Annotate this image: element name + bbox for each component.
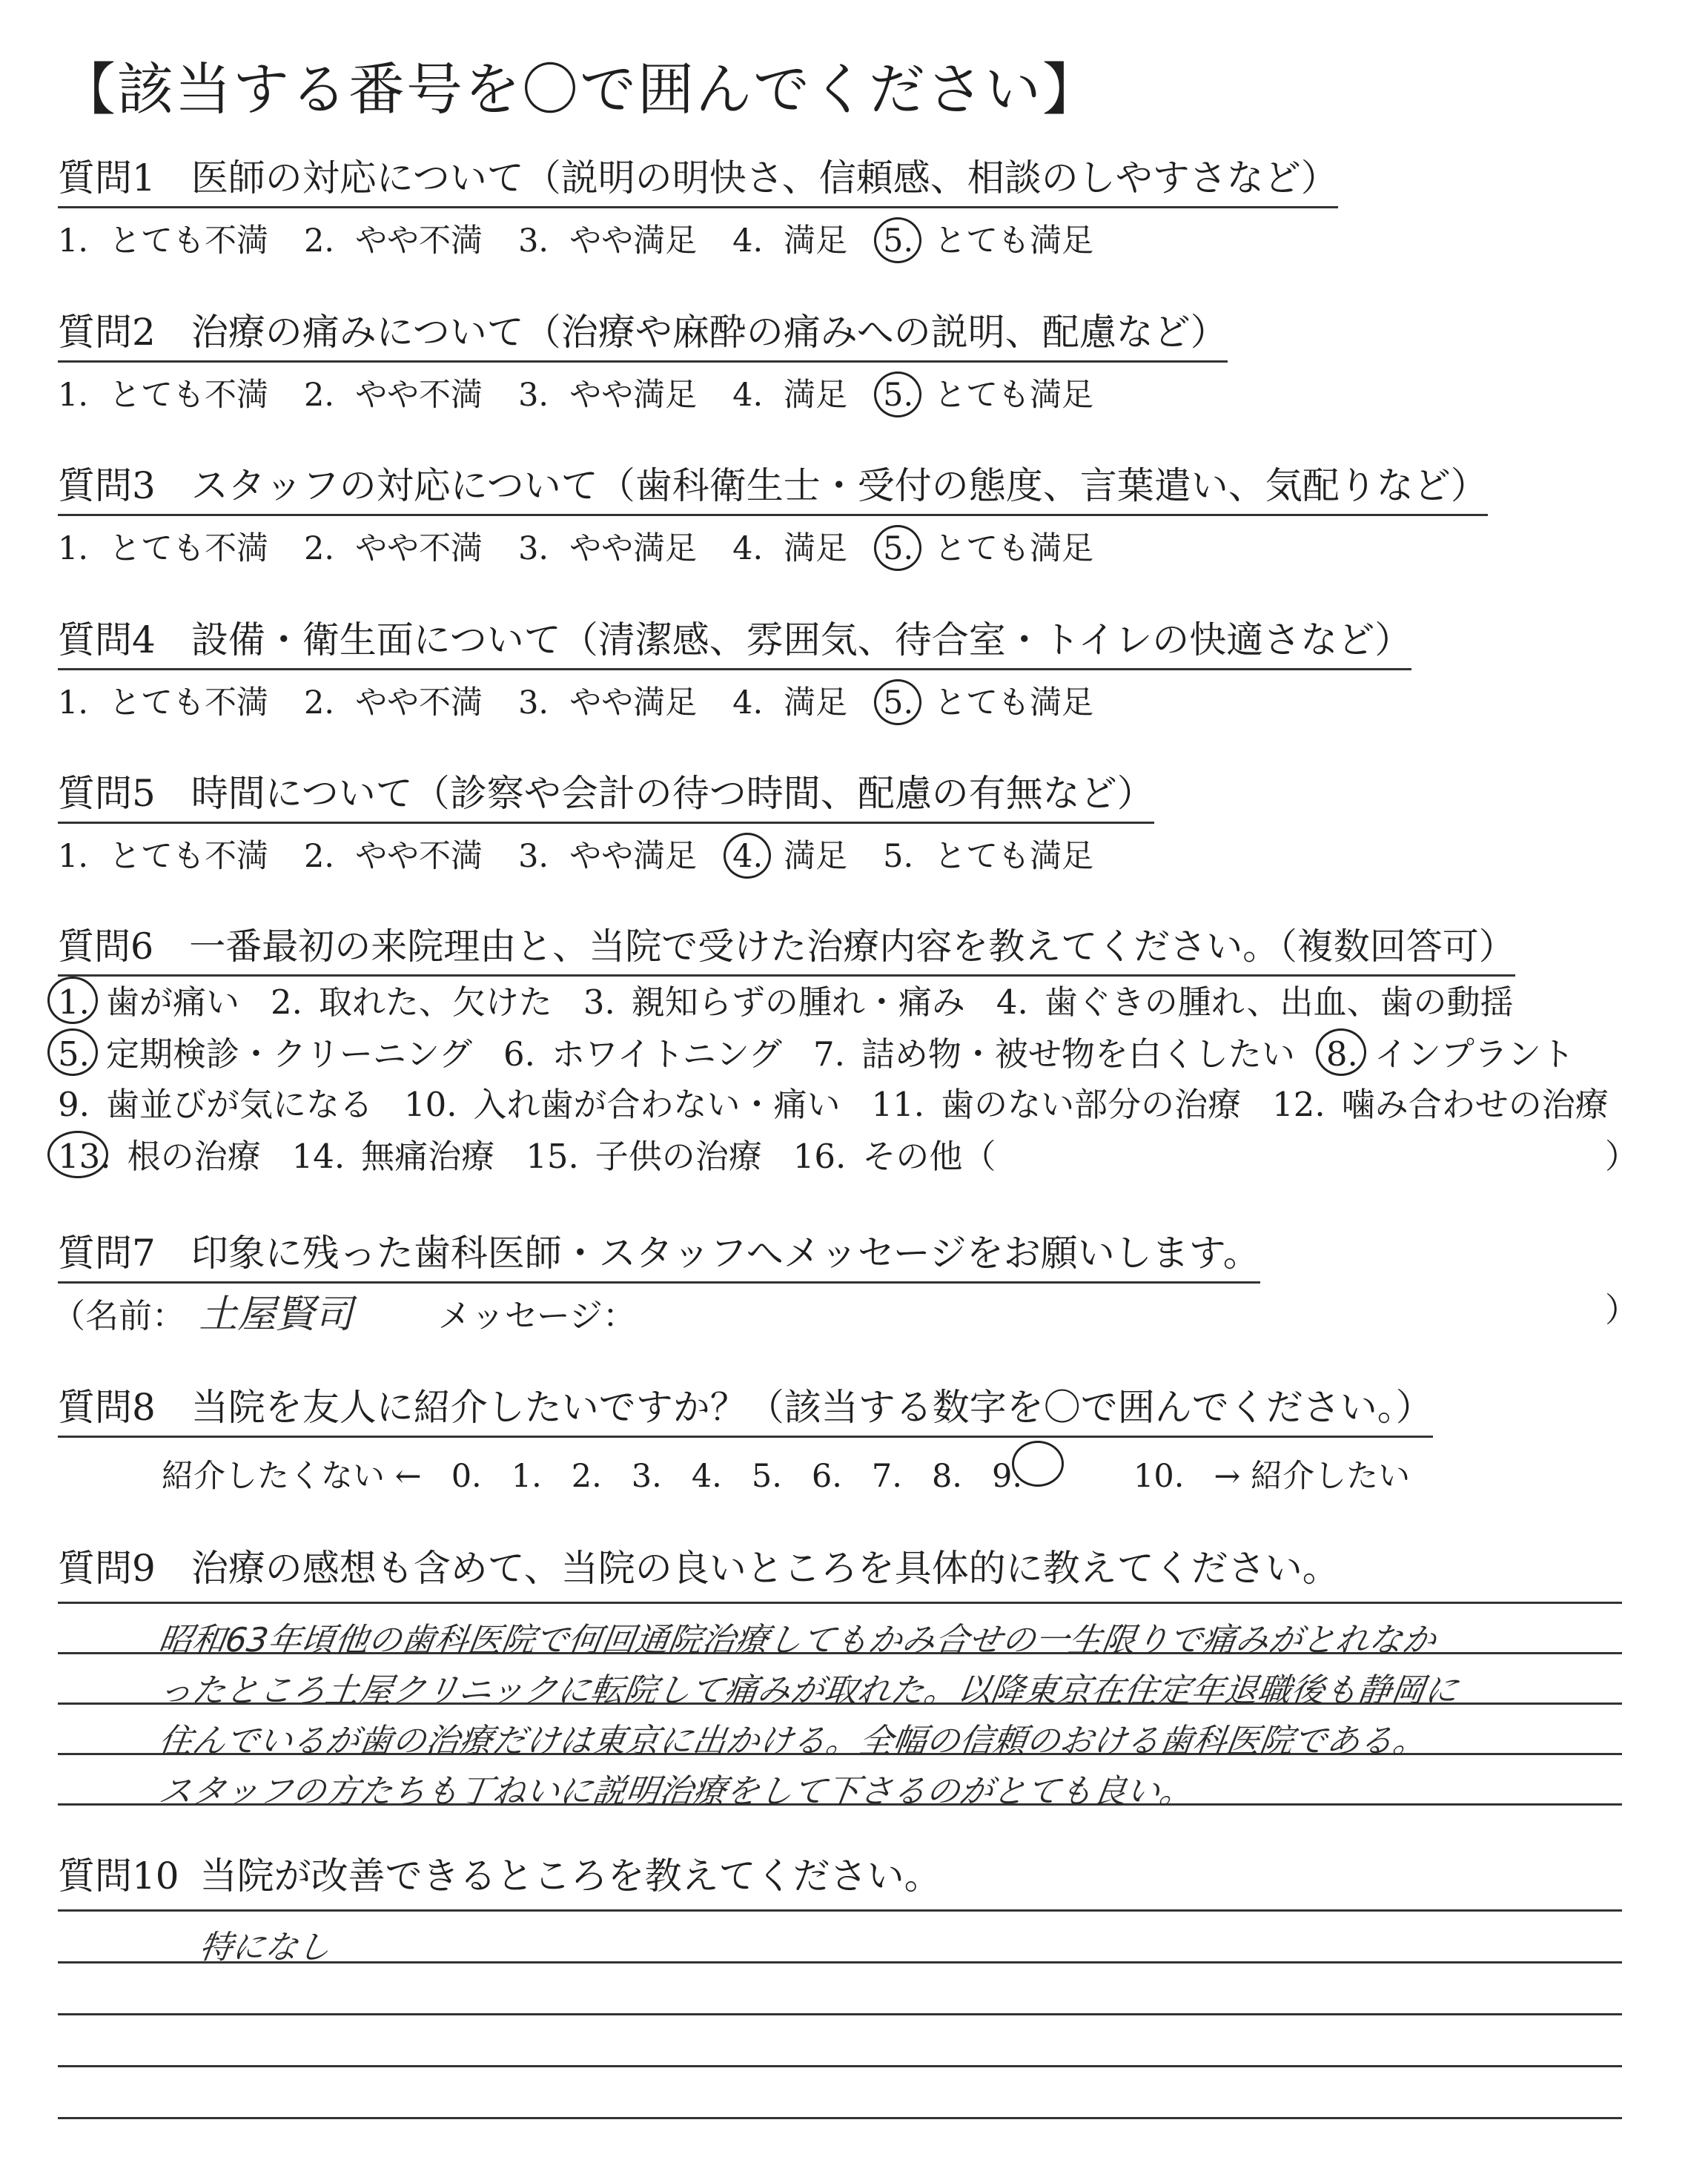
scale-number[interactable] <box>752 1458 782 1495</box>
rating-option[interactable] <box>732 216 847 261</box>
question-text: 治療の痛みについて（治療や麻酔の痛みへの説明、配慮など） <box>191 311 1228 354</box>
rating-options <box>58 831 1674 876</box>
rating-option[interactable] <box>304 524 483 569</box>
rating-number: 3. <box>518 222 549 260</box>
rating-options <box>58 370 1674 415</box>
q6-option-row <box>58 1129 1027 1178</box>
question-text: 一番最初の来院理由と、当院で受けた治療内容を教えてください。（複数回答可） <box>189 925 1515 968</box>
q7-message-line <box>52 1283 636 1338</box>
rating-number: 4. <box>732 377 764 414</box>
question-4-heading <box>58 610 1411 670</box>
rating-label: やや満足 <box>569 530 698 567</box>
question-text: 医師の対応について（説明の明快さ、信頼感、相談のしやすさなど） <box>191 156 1338 199</box>
q10-answer: 特になし <box>196 1929 333 1966</box>
name-value: 土屋賢司 <box>199 1292 354 1337</box>
q6-option-number: 2. <box>270 982 302 1022</box>
scale-number[interactable] <box>812 1458 842 1495</box>
rating-option[interactable] <box>518 678 697 723</box>
q9-answer-line: スタッフの方たちも丁ねいに説明治療をして下さるのがとても良い。 <box>156 1771 1196 1811</box>
question-number: 質問4 <box>58 618 156 661</box>
scale-number-label: 4. <box>691 1458 722 1495</box>
rating-label: とても満足 <box>934 684 1094 721</box>
rating-label: やや不満 <box>355 838 483 875</box>
rating-number: 4. <box>732 530 764 567</box>
rating-label: やや不満 <box>355 530 483 567</box>
rating-number: 2. <box>304 530 335 567</box>
scale-number-label: 5. <box>751 1458 782 1495</box>
rating-number: 1. <box>58 222 89 260</box>
q6-option-number: 8. <box>1325 1034 1358 1074</box>
rating-option[interactable] <box>732 524 847 569</box>
question-7-heading <box>58 1223 1260 1284</box>
rating-option[interactable] <box>518 524 697 569</box>
question-text: 印象に残った歯科医師・スタッフへメッセージをお願いします。 <box>191 1232 1260 1275</box>
q6-option-label: その他（ <box>862 1137 996 1176</box>
q6-option[interactable] <box>996 975 1514 1023</box>
q6-option-number: 1. <box>58 982 90 1022</box>
rating-option[interactable] <box>732 678 847 723</box>
q6-option-label: インプラント <box>1374 1034 1575 1074</box>
rating-option[interactable] <box>883 524 1093 569</box>
rating-number: 2. <box>304 684 335 721</box>
scale-number[interactable] <box>512 1458 542 1495</box>
question-text: 設備・衛生面について（清潔感、雰囲気、待合室・トイレの快適さなど） <box>191 618 1412 661</box>
scale-number[interactable] <box>872 1458 902 1495</box>
question-8 <box>58 1378 1674 1438</box>
rating-option[interactable] <box>58 370 268 415</box>
question-10-heading <box>58 1846 1674 1900</box>
rating-options <box>58 216 1674 261</box>
scale-number-label: 3. <box>631 1458 662 1495</box>
rating-option[interactable] <box>304 831 483 876</box>
question-number: 質問7 <box>58 1232 156 1275</box>
q6-option-number: 12. <box>1272 1085 1325 1124</box>
rating-number: 4. <box>732 222 764 260</box>
scale-right-label: → 紹介したい <box>1214 1458 1411 1495</box>
rating-number: 5. <box>883 838 914 875</box>
question-text: 治療の感想も含めて、当院の良いところを具体的に教えてください。 <box>191 1547 1340 1590</box>
question-9-heading <box>58 1539 1674 1592</box>
rating-label: とても不満 <box>109 684 269 721</box>
q6-option-label: 入れ歯が合わない・痛い <box>473 1085 841 1124</box>
scale-number-label: 8. <box>931 1458 962 1495</box>
q6-option[interactable] <box>526 1129 762 1178</box>
rating-label: 満足 <box>784 377 848 414</box>
rating-label: やや不満 <box>355 684 483 721</box>
rating-option[interactable] <box>304 678 483 723</box>
question-text: 当院が改善できるところを教えてください。 <box>199 1855 941 1898</box>
rating-number: 5. <box>883 377 914 414</box>
rating-label: 満足 <box>784 222 848 260</box>
question-6 <box>58 918 1674 977</box>
q6-option-number: 16. <box>792 1137 847 1176</box>
rating-option[interactable] <box>58 524 268 569</box>
rating-number: 3. <box>518 684 549 721</box>
rating-number: 1. <box>58 530 89 567</box>
q6-option[interactable] <box>1326 1027 1575 1075</box>
question-5-heading <box>58 764 1154 824</box>
scale-number[interactable] <box>632 1458 662 1495</box>
q6-option[interactable] <box>872 1077 1242 1126</box>
rating-number: 4. <box>732 838 764 875</box>
rating-number: 1. <box>58 377 89 414</box>
q6-option-number: 5. <box>58 1034 90 1074</box>
rating-number: 3. <box>518 377 549 414</box>
question-7 <box>58 1223 1674 1284</box>
q6-option-label: 歯ぐきの腫れ、出血、歯の動揺 <box>1044 982 1514 1022</box>
rating-number: 5. <box>883 222 914 260</box>
q6-option[interactable] <box>58 1129 261 1178</box>
rating-label: 満足 <box>784 838 848 875</box>
answer-rule <box>58 2117 1622 2119</box>
question-1-heading <box>58 148 1338 208</box>
rating-number: 2. <box>304 222 335 260</box>
q6-option[interactable] <box>503 1027 782 1075</box>
q6-option-label: 歯が痛い <box>105 982 239 1022</box>
question-2-heading <box>58 303 1228 363</box>
question-9 <box>58 1539 1674 1592</box>
q6-option-label: 子供の治療 <box>595 1137 762 1176</box>
q6-option[interactable] <box>58 1027 472 1075</box>
q6-option[interactable] <box>813 1027 1295 1075</box>
q6-option-label: 歯並びが気になる <box>105 1085 373 1124</box>
q6-option-label: 取れた、欠けた <box>318 982 552 1022</box>
q6-option-number: 4. <box>996 982 1028 1022</box>
q6-option-row <box>58 1077 1640 1126</box>
rating-option[interactable] <box>883 678 1093 723</box>
scale-number-label: 9. <box>991 1458 1023 1495</box>
rating-label: とても不満 <box>109 838 269 875</box>
rating-option[interactable] <box>883 370 1093 415</box>
q6-option-row <box>58 1027 1606 1075</box>
scale-number[interactable] <box>451 1458 482 1495</box>
question-number: 質問8 <box>58 1386 156 1429</box>
q6-option-number: 6. <box>503 1034 535 1074</box>
rating-label: とても不満 <box>109 222 269 260</box>
rating-label: やや満足 <box>569 377 698 414</box>
rating-number: 5. <box>883 530 914 567</box>
question-number: 質問1 <box>58 156 156 199</box>
rating-option[interactable] <box>732 370 847 415</box>
scale-number[interactable] <box>932 1458 962 1495</box>
question-5 <box>58 764 1674 876</box>
q7-close-paren: ） <box>1605 1290 1639 1330</box>
rating-number: 1. <box>58 684 89 721</box>
q6-option-label: 親知らずの腫れ・痛み <box>631 982 965 1022</box>
rating-option[interactable] <box>304 216 483 261</box>
rating-option[interactable] <box>518 831 697 876</box>
q6-option-number: 9. <box>58 1085 90 1124</box>
q6-other-close-paren: ） <box>1605 1137 1639 1176</box>
message-label: メッセージ： <box>437 1296 636 1335</box>
rating-label: やや満足 <box>569 838 698 875</box>
rating-label: とても満足 <box>934 530 1094 567</box>
q6-option-row <box>58 975 1545 1023</box>
recommend-scale <box>162 1441 1440 1496</box>
rating-option[interactable] <box>58 216 268 261</box>
q6-option[interactable] <box>271 975 552 1023</box>
q9-answer-line: ったところ土屋クリニックに転院して痛みが取れた。以降東京在住定年退職後も静岡に <box>156 1671 1461 1710</box>
scale-number[interactable] <box>992 1441 1104 1495</box>
question-number: 質問6 <box>58 925 154 968</box>
rating-label: とても不満 <box>109 530 269 567</box>
rating-number: 2. <box>304 838 335 875</box>
scale-number-label: 1. <box>511 1458 542 1495</box>
rating-option[interactable] <box>732 831 847 876</box>
q6-option-number: 13. <box>58 1137 111 1176</box>
q6-option-number: 11. <box>871 1085 925 1124</box>
rating-number: 3. <box>518 838 549 875</box>
answer-rule <box>58 1602 1622 1604</box>
question-2 <box>58 303 1674 415</box>
q6-option[interactable] <box>58 975 239 1023</box>
q6-option[interactable] <box>292 1129 495 1178</box>
q9-answer-line: 住んでいるが歯の治療だけは東京に出かける。全幅の信頼のおける歯科医院である。 <box>156 1721 1430 1760</box>
question-8-heading <box>58 1378 1433 1438</box>
scale-number-label: 2. <box>571 1458 602 1495</box>
q6-option[interactable] <box>404 1077 841 1126</box>
q6-option-number: 7. <box>812 1034 845 1074</box>
q6-option[interactable] <box>793 1129 996 1178</box>
rating-label: やや満足 <box>569 684 698 721</box>
rating-label: とても不満 <box>109 377 269 414</box>
q6-option[interactable] <box>583 975 965 1023</box>
q6-option-label: 根の治療 <box>127 1137 261 1176</box>
q6-option[interactable] <box>58 1077 373 1126</box>
q6-option-label: 噛み合わせの治療 <box>1341 1085 1609 1124</box>
question-number: 質問3 <box>58 464 156 507</box>
rating-option[interactable] <box>304 370 483 415</box>
scale-number-label: 10. <box>1133 1458 1185 1495</box>
q6-option-label: 無痛治療 <box>361 1137 495 1176</box>
q6-option-label: 詰め物・被せ物を白くしたい <box>861 1034 1295 1074</box>
rating-option[interactable] <box>58 678 268 723</box>
q6-option-label: 歯のない部分の治療 <box>941 1085 1242 1124</box>
rating-options <box>58 678 1674 723</box>
rating-label: 満足 <box>784 684 848 721</box>
rating-number: 4. <box>732 684 764 721</box>
question-1 <box>58 148 1674 261</box>
question-3-heading <box>58 456 1488 516</box>
q6-option-number: 15. <box>526 1137 579 1176</box>
rating-number: 3. <box>518 530 549 567</box>
scale-number[interactable] <box>692 1458 722 1495</box>
question-number: 質問2 <box>58 311 156 354</box>
q9-answer-line: 昭和63年頃他の歯科医院で何回通院治療してもかみ合せの一生限りで痛みがとれなか <box>156 1620 1439 1659</box>
rating-option[interactable] <box>518 370 697 415</box>
scale-number[interactable] <box>572 1458 602 1495</box>
question-6-heading <box>58 918 1515 977</box>
rating-option[interactable] <box>58 831 268 876</box>
question-text: 当院を友人に紹介したいですか？（該当する数字を〇で囲んでください。） <box>191 1386 1433 1429</box>
question-10 <box>58 1846 1674 1900</box>
q6-option-number: 10. <box>403 1085 457 1124</box>
q6-option-number: 14. <box>291 1137 345 1176</box>
rating-label: 満足 <box>784 530 848 567</box>
scale-number-label: 6. <box>811 1458 842 1495</box>
scale-left-label: 紹介したくない ← <box>162 1458 422 1495</box>
rating-label: とても満足 <box>934 222 1094 260</box>
scale-number[interactable] <box>1133 1458 1184 1495</box>
rating-label: とても満足 <box>934 377 1094 414</box>
rating-option[interactable] <box>883 216 1093 261</box>
rating-option[interactable] <box>883 831 1093 876</box>
rating-label: やや不満 <box>355 377 483 414</box>
question-text: 時間について（診察や会計の待つ時間、配慮の有無など） <box>191 772 1154 815</box>
q6-option-label: 定期検診・クリーニング <box>105 1034 473 1074</box>
q6-option-number: 3. <box>583 982 615 1022</box>
question-text: スタッフの対応について（歯科衛生士・受付の態度、言葉遣い、気配りなど） <box>191 464 1488 507</box>
q6-option[interactable] <box>1272 1077 1609 1126</box>
rating-label: やや満足 <box>569 222 698 260</box>
rating-number: 5. <box>883 684 914 721</box>
scale-number-label: 7. <box>871 1458 902 1495</box>
question-number: 質問9 <box>58 1547 156 1590</box>
answer-rule <box>58 2013 1622 2015</box>
page-title: 【該当する番号を〇で囲んでください】 <box>59 56 1100 122</box>
answer-rule <box>58 2065 1622 2067</box>
rating-options <box>58 524 1674 569</box>
scale-number-label: 0. <box>451 1458 482 1495</box>
q6-option-label: ホワイトニング <box>551 1034 782 1074</box>
question-number: 質問5 <box>58 772 156 815</box>
question-4 <box>58 610 1674 723</box>
rating-label: とても満足 <box>934 838 1094 875</box>
rating-option[interactable] <box>518 216 697 261</box>
rating-label: やや不満 <box>355 222 483 260</box>
rating-number: 2. <box>304 377 335 414</box>
name-label: （名前： <box>52 1296 186 1335</box>
rating-number: 1. <box>58 838 89 875</box>
question-number: 質問10 <box>58 1855 179 1898</box>
answer-rule <box>58 1909 1622 1912</box>
question-3 <box>58 456 1674 569</box>
